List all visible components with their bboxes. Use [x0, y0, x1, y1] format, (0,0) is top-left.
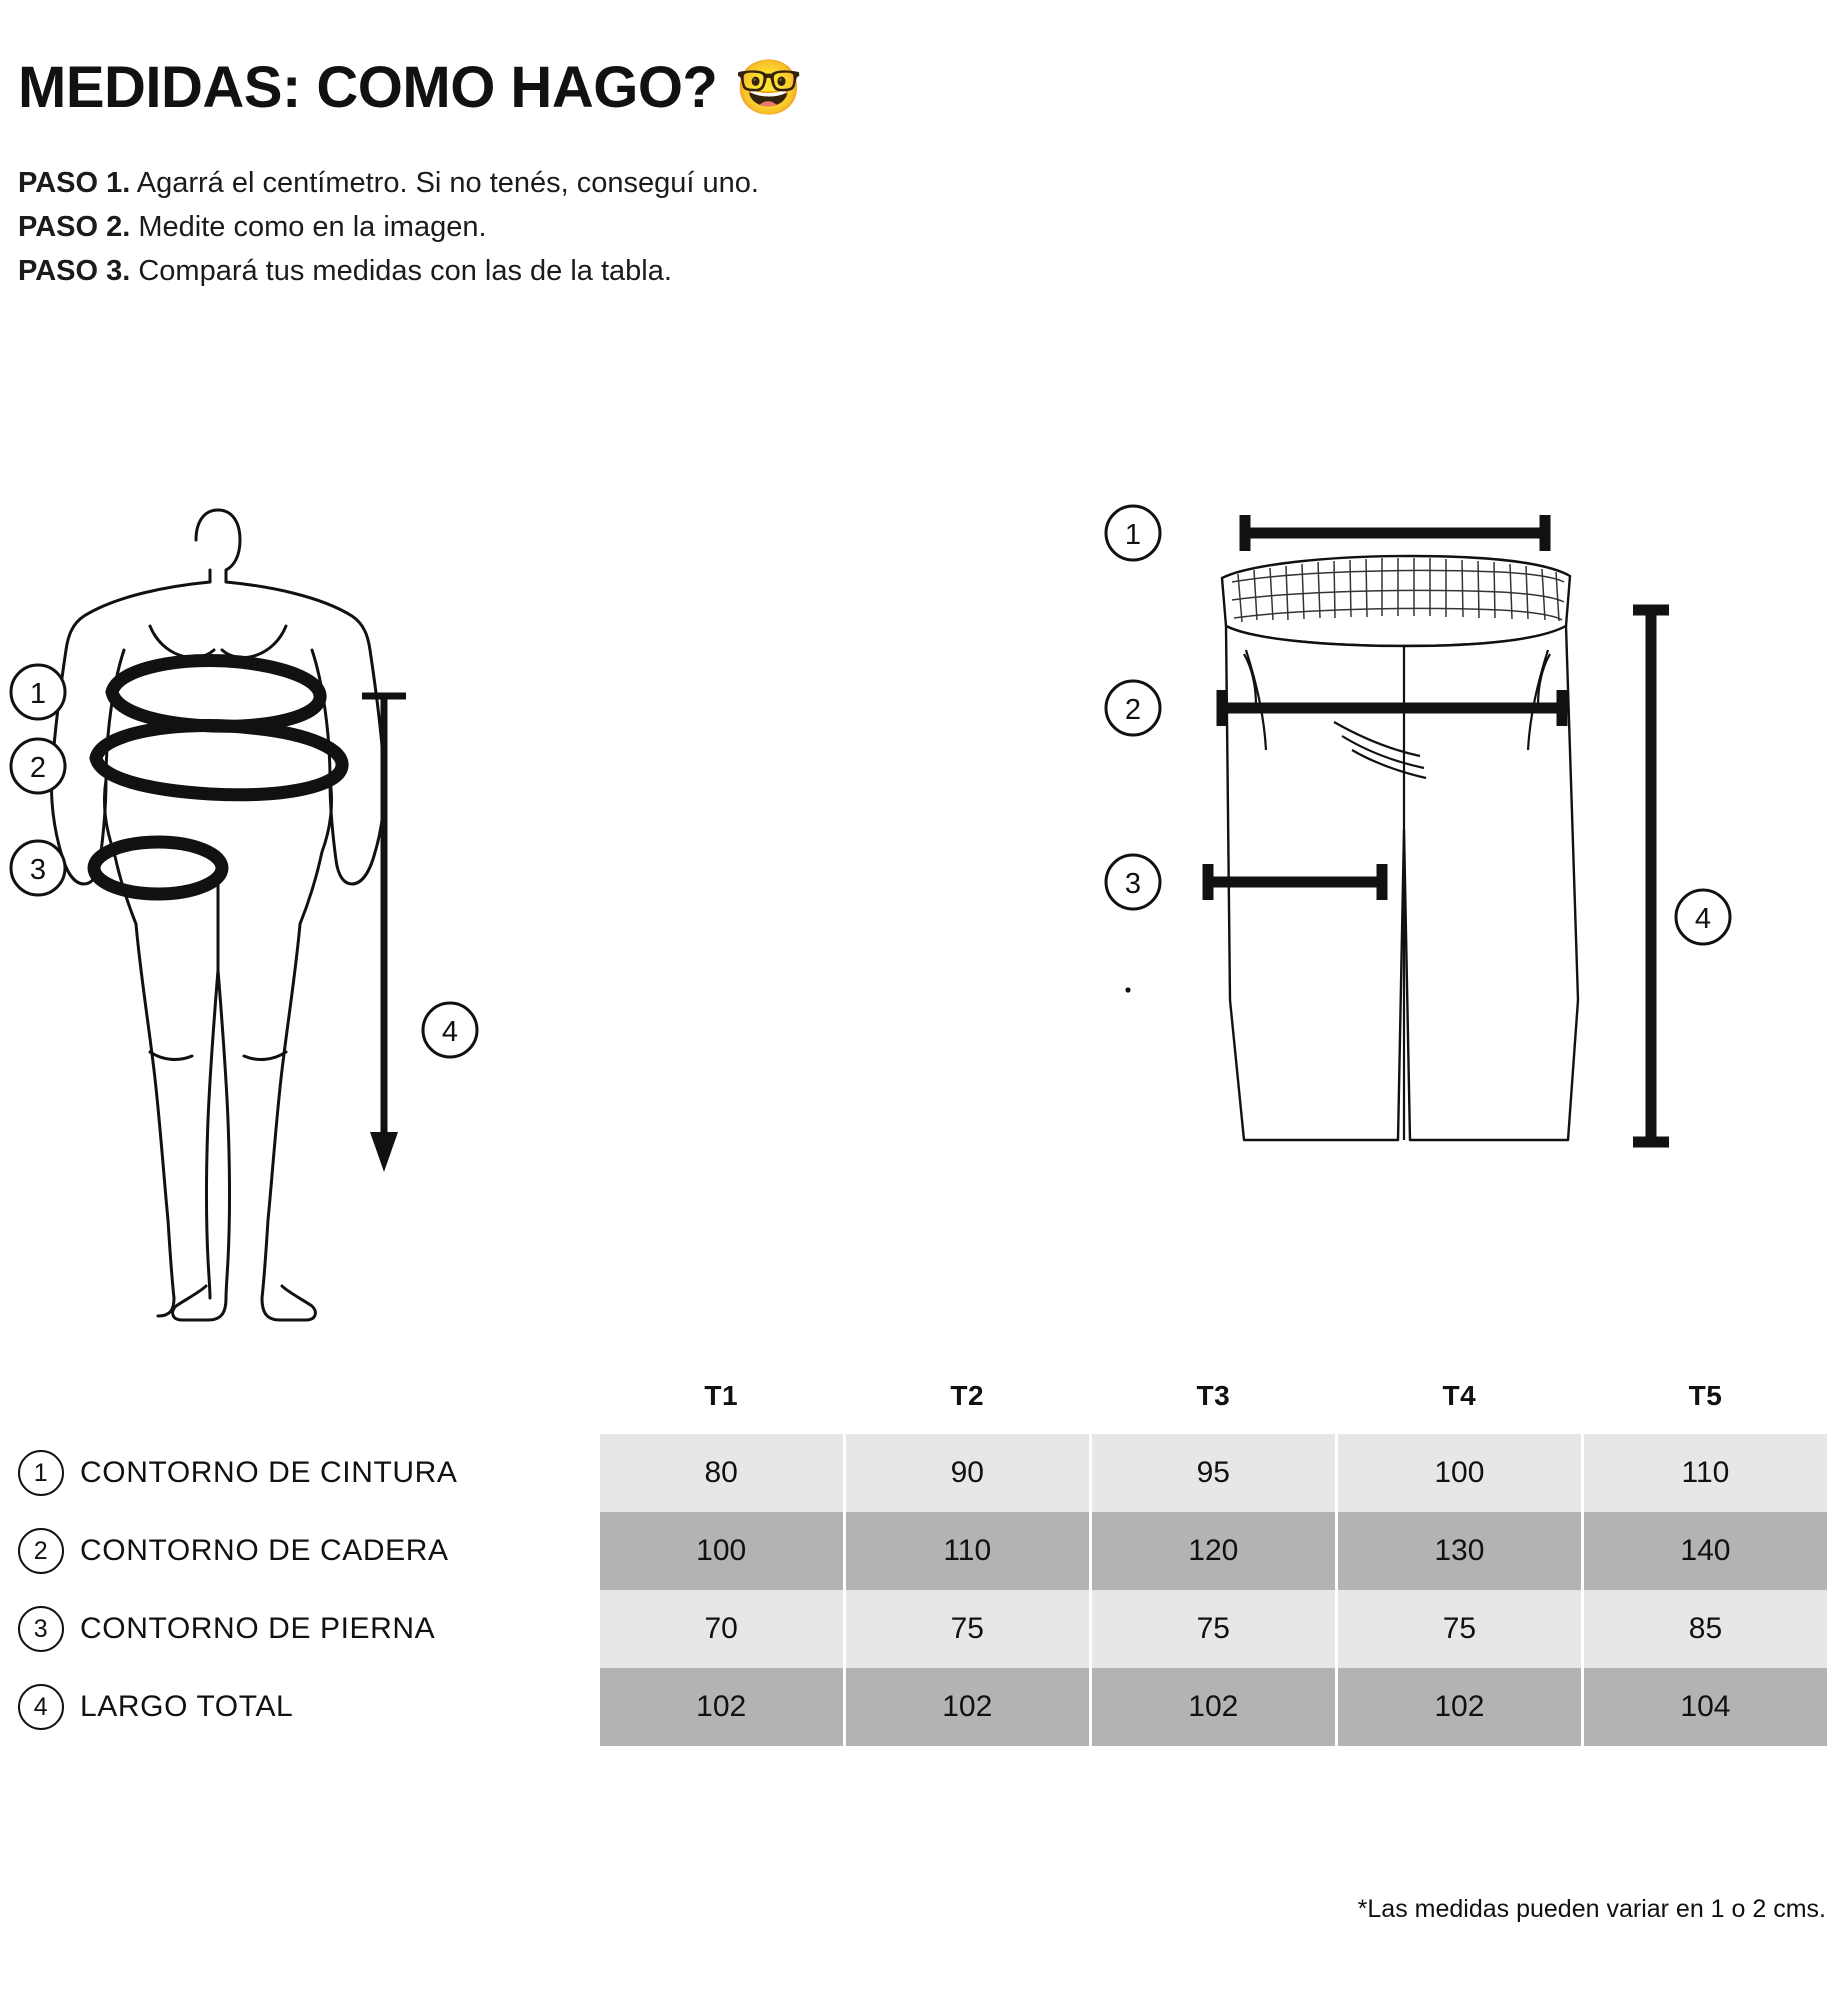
body-length-arrow — [362, 696, 406, 1172]
table-row — [18, 1434, 1829, 1512]
step-label: PASO 3. — [18, 255, 131, 288]
row-label-pierna — [18, 1590, 598, 1668]
garment-bar-1 — [1245, 515, 1545, 551]
body-measure-band-2 — [96, 726, 342, 795]
cell-largo-t3: 102 — [1090, 1668, 1336, 1746]
garment-marker-4 — [1676, 890, 1730, 944]
row-number-icon: 3 — [18, 1606, 64, 1652]
row-label-text: CONTORNO DE CINTURA — [80, 1456, 458, 1489]
cell-largo-t1: 102 — [598, 1668, 844, 1746]
cell-cintura-t3: 95 — [1090, 1434, 1336, 1512]
garment-marker-1 — [1106, 506, 1160, 560]
row-number-icon: 2 — [18, 1528, 64, 1574]
footnote: *Las medidas pueden variar en 1 o 2 cms. — [1357, 1895, 1826, 1923]
body-figure — [51, 510, 384, 1320]
row-label-largo — [18, 1668, 598, 1746]
step-item — [18, 161, 1828, 205]
svg-text:2: 2 — [29, 752, 47, 784]
column-header-t5: T5 — [1688, 1380, 1723, 1411]
body-marker-4 — [423, 1003, 477, 1057]
body-marker-1 — [11, 665, 65, 719]
svg-text:1: 1 — [1124, 519, 1142, 551]
garment-bar-4 — [1633, 610, 1669, 1142]
cell-cadera-t1: 100 — [598, 1512, 844, 1590]
body-measure-band-3 — [94, 842, 222, 894]
column-header-t4: T4 — [1442, 1380, 1477, 1411]
cell-cadera-t4: 130 — [1336, 1512, 1582, 1590]
svg-text:4: 4 — [1694, 903, 1712, 935]
diagram-svg — [0, 500, 1848, 1330]
nerd-face-emoji: 🤓 — [735, 58, 803, 119]
cell-cintura-t4: 100 — [1336, 1434, 1582, 1512]
column-header-t1: T1 — [704, 1380, 739, 1411]
column-header-t2: T2 — [950, 1380, 985, 1411]
cell-pierna-t2: 75 — [844, 1590, 1090, 1668]
cell-cintura-t2: 90 — [844, 1434, 1090, 1512]
measurement-diagrams — [0, 500, 1848, 1330]
row-number-icon: 1 — [18, 1450, 64, 1496]
garment-dot — [1125, 987, 1130, 992]
row-label-text: LARGO TOTAL — [80, 1690, 294, 1723]
page-title — [18, 55, 1828, 120]
svg-text:2: 2 — [1124, 694, 1142, 726]
row-label-text: CONTORNO DE CADERA — [80, 1534, 449, 1567]
cell-largo-t2: 102 — [844, 1668, 1090, 1746]
row-label-text: CONTORNO DE PIERNA — [80, 1612, 436, 1645]
steps-list — [18, 161, 1828, 293]
cell-largo-t5: 104 — [1582, 1668, 1828, 1746]
header — [18, 55, 1828, 293]
step-item — [18, 205, 1828, 249]
step-text: Agarrá el centímetro. Si no tenés, conseguí uno. — [130, 166, 759, 199]
svg-text:4: 4 — [441, 1016, 459, 1048]
garment-marker-3 — [1106, 855, 1160, 909]
body-marker-3 — [11, 841, 65, 895]
step-item — [18, 249, 1828, 293]
page-title-text: MEDIDAS: COMO HAGO? — [18, 55, 718, 120]
step-label: PASO 2. — [18, 210, 131, 243]
table-row — [18, 1590, 1829, 1668]
table-row — [18, 1668, 1829, 1746]
cell-largo-t4: 102 — [1336, 1668, 1582, 1746]
step-text: Compará tus medidas con las de la tabla. — [130, 255, 672, 288]
cell-cadera-t3: 120 — [1090, 1512, 1336, 1590]
garment-marker-2 — [1106, 681, 1160, 735]
cell-cintura-t5: 110 — [1582, 1434, 1828, 1512]
cell-cadera-t2: 110 — [844, 1512, 1090, 1590]
size-table — [18, 1380, 1830, 1746]
table-header-row — [18, 1380, 1829, 1434]
svg-text:3: 3 — [29, 854, 47, 886]
step-label: PASO 1. — [18, 166, 131, 199]
body-marker-2 — [11, 739, 65, 793]
garment-figure — [1222, 556, 1578, 1140]
svg-text:3: 3 — [1124, 868, 1142, 900]
row-number-icon: 4 — [18, 1684, 64, 1730]
table-corner — [18, 1380, 598, 1434]
table-row — [18, 1512, 1829, 1590]
step-text: Medite como en la imagen. — [130, 210, 487, 243]
cell-cintura-t1: 80 — [598, 1434, 844, 1512]
body-measure-band-1 — [112, 660, 320, 726]
column-header-t3: T3 — [1196, 1380, 1231, 1411]
cell-pierna-t5: 85 — [1582, 1590, 1828, 1668]
cell-pierna-t3: 75 — [1090, 1590, 1336, 1668]
cell-cadera-t5: 140 — [1582, 1512, 1828, 1590]
row-label-cadera — [18, 1512, 598, 1590]
svg-text:1: 1 — [29, 678, 47, 710]
row-label-cintura — [18, 1434, 598, 1512]
cell-pierna-t4: 75 — [1336, 1590, 1582, 1668]
size-table-wrapper — [18, 1380, 1830, 1746]
cell-pierna-t1: 70 — [598, 1590, 844, 1668]
